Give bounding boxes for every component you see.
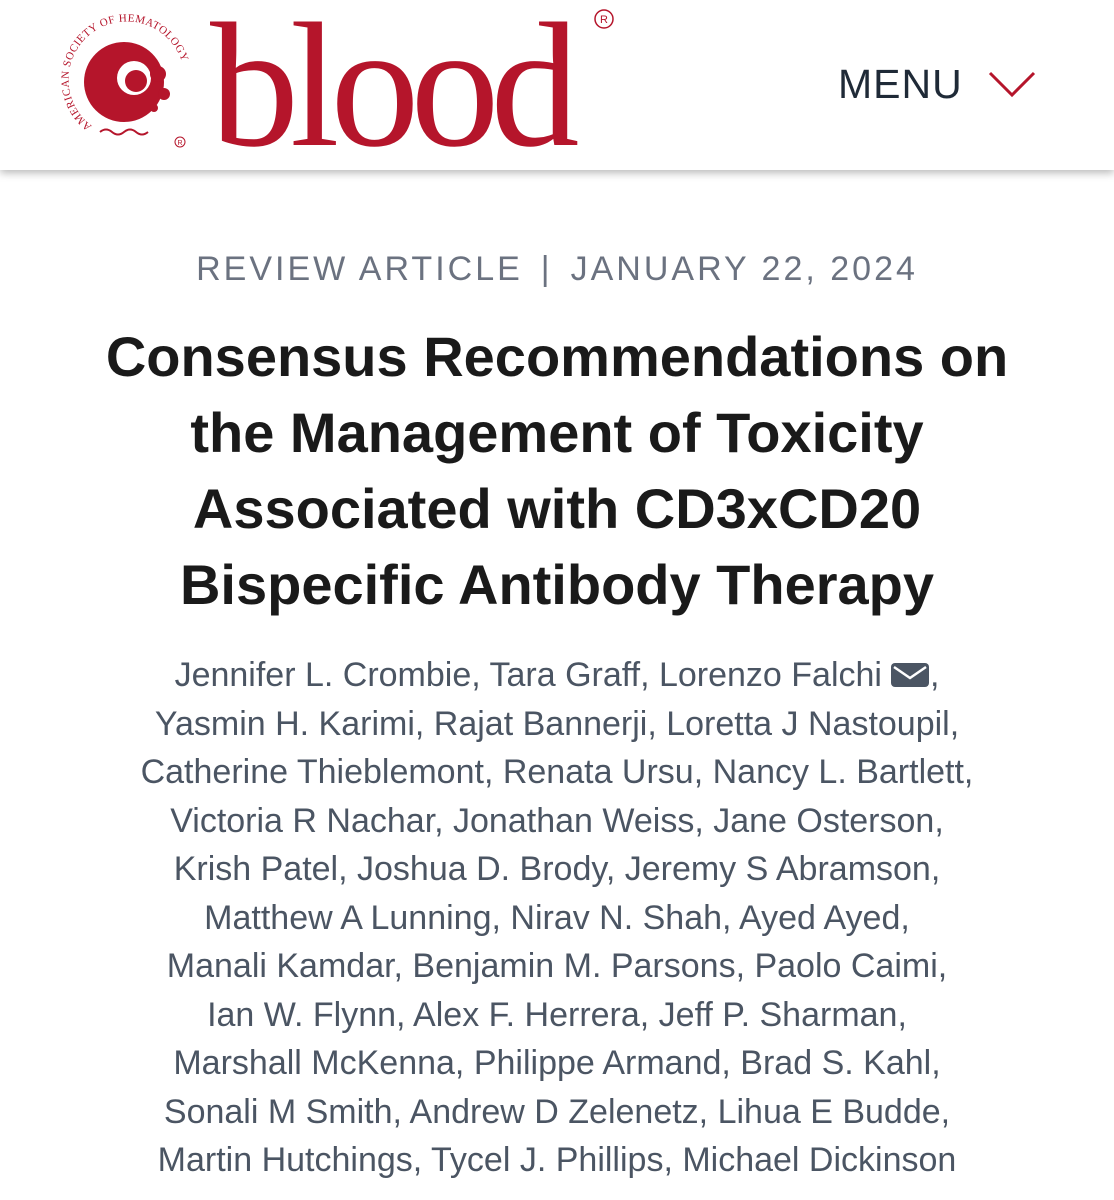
author-line (37, 651, 1077, 700)
svg-text:R: R (177, 140, 183, 147)
author-comma: , (929, 656, 940, 694)
author-line[interactable]: Sonali M Smith, Andrew D Zelenetz, Lihua E Budde, (163, 1092, 951, 1131)
seal-text: AMERICAN SOCIETY OF HEMATOLOGY (59, 12, 191, 133)
author-line[interactable]: Manali Kamdar, Benjamin M. Parsons, Paolo Caimi, (166, 947, 948, 985)
blood-logo[interactable]: blood (210, 0, 571, 184)
title-line: Consensus Recommendations on (105, 325, 1009, 388)
title-line: Associated with CD3xCD20 (192, 477, 922, 540)
chevron-down-icon (987, 69, 1037, 99)
meta-separator: | (540, 250, 553, 288)
author-line[interactable]: Martin Hutchings, Tycel J. Phillips, Michael Dickinson (157, 1141, 957, 1179)
article-title (47, 319, 1067, 623)
author-line[interactable]: Victoria R Nachar, Jonathan Weiss, Jane Osterson, (170, 801, 944, 840)
svg-text:R: R (600, 14, 608, 26)
registered-mark-icon (593, 8, 615, 30)
ash-seal-icon (52, 6, 202, 156)
author-line[interactable]: Marshall McKenna, Philippe Armand, Brad S. Kahl, (173, 1044, 941, 1082)
menu-button[interactable] (838, 58, 1037, 110)
title-line: Bispecific Antibody Therapy (179, 553, 935, 616)
title-line: the Management of Toxicity (190, 401, 924, 464)
article-date: JANUARY 22, 2024 (570, 250, 918, 288)
author-line[interactable]: Matthew A Lunning, Nirav N. Shah, Ayed Ayed, (204, 898, 910, 937)
author-line-text[interactable]: Jennifer L. Crombie, Tara Graff, Lorenzo Falchi (174, 656, 882, 694)
author-line[interactable]: Ian W. Flynn, Alex F. Herrera, Jeff P. Sharman, (207, 995, 907, 1034)
site-header (0, 0, 1114, 184)
menu-label: MENU (838, 60, 963, 107)
article-header (0, 170, 1114, 1185)
article-type: REVIEW ARTICLE (196, 250, 523, 288)
author-line[interactable]: Yasmin H. Karimi, Rajat Bannerji, Loretta J Nastoupil, (154, 704, 960, 743)
author-line[interactable]: Catherine Thieblemont, Renata Ursu, Nancy L. Bartlett, (140, 753, 974, 791)
author-list (37, 651, 1077, 1185)
article-meta (0, 250, 1114, 289)
mail-icon[interactable] (890, 662, 930, 688)
author-line[interactable]: Krish Patel, Joshua D. Brody, Jeremy S Abramson, (173, 850, 941, 888)
